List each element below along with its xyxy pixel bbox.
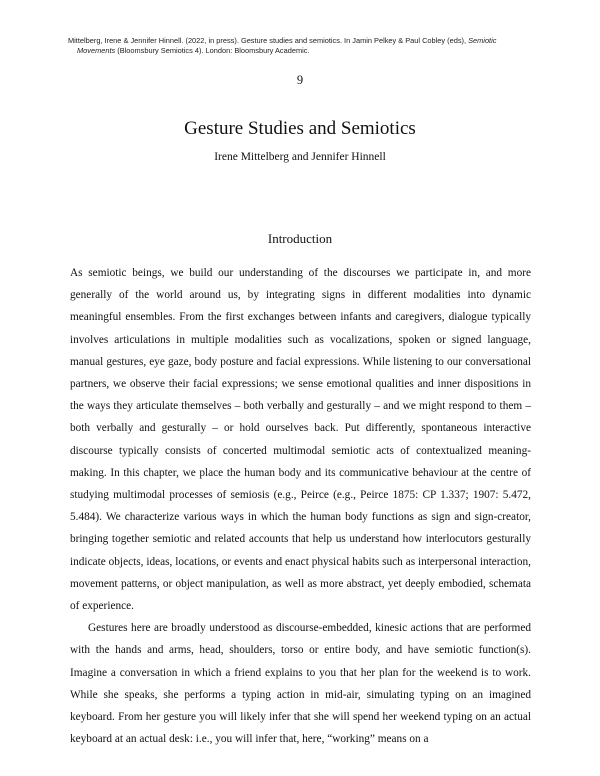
citation-line-2 [68,46,538,56]
citation-book-title-part1: Semiotic [468,36,497,45]
chapter-authors: Irene Mittelberg and Jennifer Hinnell [214,151,386,163]
citation-header [68,36,538,56]
citation-text: Mittelberg, Irene & Jennifer Hinnell. (2022, in press). Gesture studies and semiotics. In Jamin Pelkey & Paul Cobley (eds), [68,36,469,45]
citation-publisher: (Bloomsbury Semiotics 4). London: Bloomsbury Academic. [115,46,310,55]
body-text [70,262,531,750]
section-heading: Introduction [267,231,333,246]
paragraph: As semiotic beings, we build our understanding of the discourses we participate in, and more generally of the world around us, by integrating signs in different modalities into dynamic meaningful ensembles. From the first exchanges between infants and caregivers, dialogue typically involves articulations in multiple modalities such as vocalizations, spoken or signed language, manual gestures, eye gaze, body posture and facial expressions. While listening to our conversational partners, we observe their facial expressions; we sense emotional qualities and inner dispositions in the ways they articulate themselves – both verbally and gesturally – and we might respond to them – both verbally and gesturally – or hold ourselves back. Put differently, spontaneous interactive discourse typically consists of concerted multimodal semiotic acts of contextualized meaning-making. In this chapter, we place the human body and its communicative behaviour at the centre of studying multimodal processes of semiosis (e.g., Peirce (e.g., Peirce 1875: CP 1.337; 1907: 5.472, 5.484). We characterize various ways in which the human body functions as sign and sign-creator, bringing together semiotic and related accounts that help us understand how interlocutors gesturally indicate objects, ideas, locations, or events and enact physical habits such as interpersonal interaction, movement patterns, or object manipulation, as well as more abstract, yet deeply embodied, schemata of experience. [70,267,531,613]
paragraph: Gestures here are broadly understood as discourse-embedded, kinesic actions that are performed with the hands and arms, head, shoulders, torso or entire body, and have semiotic function(s). Imagine a conversation in which a friend explains to you that her plan for the weekend is to work. While she speaks, she performs a typing action in mid-air, simulating typing on an imagined keyboard. From her gesture you will likely infer that she will spend her weekend typing on an actual keyboard at an actual desk: i.e., you will infer that, here, “working” means on a [70,622,531,746]
chapter-title: Gesture Studies and Semiotics [184,118,416,139]
chapter-number: 9 [296,73,304,87]
citation-book-title-part2: Movements [77,46,116,55]
